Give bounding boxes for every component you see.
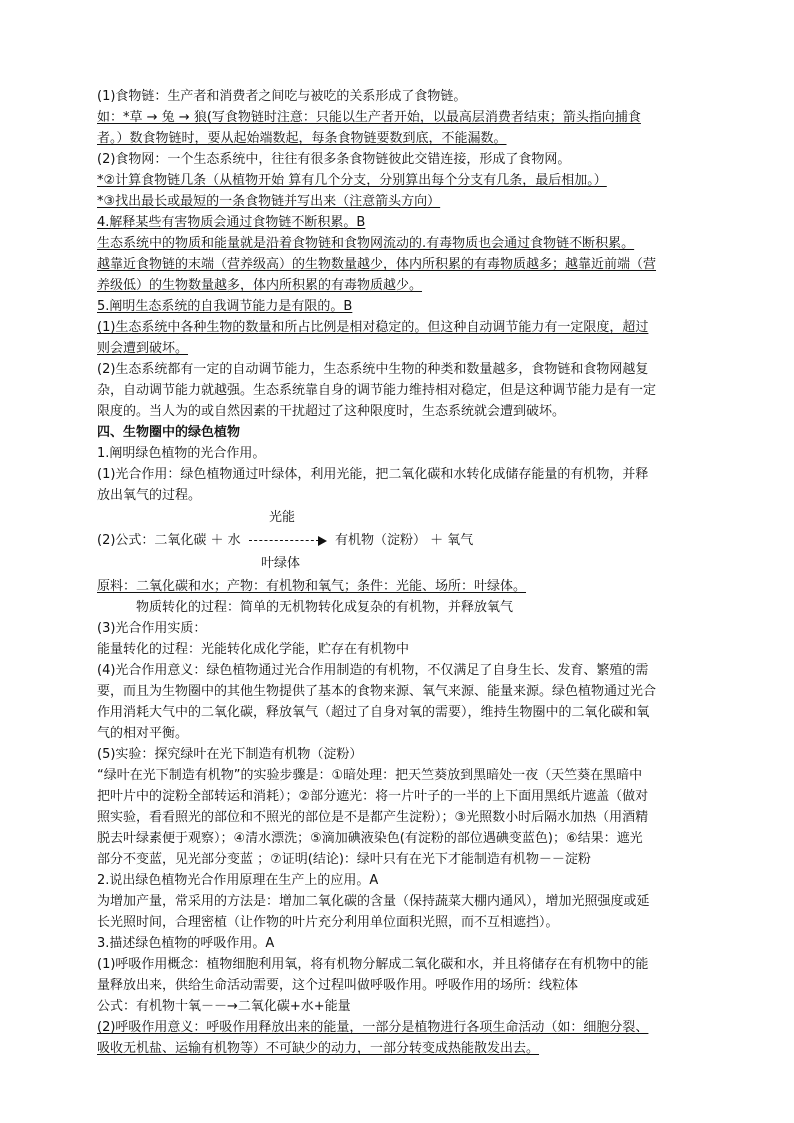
text-line: 物质转化的过程：简单的无机物转化成复杂的有机物，并释放氧气 [136, 600, 514, 615]
text-line: (2)呼吸作用意义：呼吸作用释放出来的能量，一部分是植物进行各项生命活动（如：细胞分裂、 [97, 1020, 649, 1035]
text-line: 则会遭到破坏。 [97, 341, 189, 356]
text-line: 为增加产量，常采用的方法是：增加二氧化碳的含量（保持蔬菜大棚内通风），增加光照强度或延 [97, 894, 650, 909]
photosynthesis-formula [97, 506, 701, 576]
text-line: 把叶片中的淀粉全部转运和消耗）；②部分遮光：将一片叶子的一半的上下面用黑纸片遮盖（做对 [97, 789, 649, 804]
text-line: *②计算食物链几条（从植物开始 算有几个分支，分别算出每个分支有几条，最后相加。） [97, 173, 607, 188]
text-line: (1)光合作用：绿色植物通过叶绿体，利用光能，把二氧化碳和水转化成储存能量的有机物，并释 [97, 467, 649, 482]
text-line: 杂，自动调节能力就越强。生态系统靠自身的调节能力维持相对稳定，但是这种调节能力是有一定 [97, 383, 657, 398]
section-heading: 2.说出绿色植物光合作用原理在生产上的应用。A [97, 873, 379, 888]
text-line: 放出氧气的过程。 [97, 488, 202, 503]
text-line: 原料：二氧化碳和水；产物：有机物和氧气；条件：光能、场所：叶绿体。 [97, 579, 527, 594]
formula-products: 有机物（淀粉） ＋ 氧气 [334, 533, 474, 548]
chapter-heading: 四、生物圈中的绿色植物 [97, 425, 241, 440]
text-line: 气的相对平衡。 [97, 726, 189, 741]
document-page [97, 86, 701, 1059]
text-line: 长光照时间，合理密植（让作物的叶片充分利用单位面积光照，而不互相遮挡）。 [97, 915, 559, 930]
text-line: 照实验，看看照光的部位和不照光的部位是不是都产生淀粉）；③光照数小时后隔水加热（用酒精 [97, 810, 649, 825]
text-line: (3)光合作用实质： [97, 621, 207, 636]
text-line: *③找出最长或最短的一条食物链并写出来（注意箭头方向） [97, 194, 441, 209]
text-line: 者。）数食物链时，要从起始端数起，每条食物链要数到底，不能漏数。 [97, 131, 507, 146]
text-line: 生态系统中的物质和能量就是沿着食物链和食物网流动的.有毒物质也会通过食物链不断积累。 [97, 236, 635, 251]
text-line: 越靠近食物链的末端（营养级高）的生物数量越少，体内所积累的有毒物质越多；越靠近前端（营 [97, 257, 657, 272]
text-line: 公式：有机物十氧－－→二氧化碳+水+能量 [97, 999, 351, 1014]
section-heading: 1.阐明绿色植物的光合作用。 [97, 446, 266, 461]
text-line: 能量转化的过程：光能转化成化学能，贮存在有机物中 [97, 642, 410, 657]
text-line: 量释放出来，供给生命活动需要，这个过程叫做呼吸作用。呼吸作用的场所：线粒体 [97, 978, 579, 993]
text-line: 部分不变蓝，见光部分变蓝 ；⑦证明(结论)：绿叶只有在光下才能制造有机物－－淀粉 [97, 852, 591, 867]
text-line: (1)食物链：生产者和消费者之间吃与被吃的关系形成了食物链。 [97, 89, 467, 104]
text-line: (1)呼吸作用概念：植物细胞利用氧，将有机物分解成二氧化碳和水，并且将储存在有机物中的能 [97, 957, 649, 972]
text-line: 如：*草 → 兔 → 狼(写食物链时注意：只能以生产者开始，以最高层消费者结束；箭头指向捕食 [97, 110, 641, 125]
text-line: 吸收无机盐、运输有机物等）不可缺少的动力，一部分转变成热能散发出去。 [97, 1041, 540, 1056]
section-heading: 5.阐明生态系统的自我调节能力是有限的。B [97, 299, 353, 314]
text-line: (2)食物网：一个生态系统中，往往有很多条食物链彼此交错连接，形成了食物网。 [97, 152, 571, 167]
text-line: 养级低）的生物数量越多，体内所积累的有毒物质越少。 [97, 278, 423, 293]
text-line: 脱去叶绿素便于观察）；④清水漂洗；⑤滴加碘液染色(有淀粉的部位遇碘变蓝色)；⑥结果：遮光 [97, 831, 643, 846]
text-line: (1)生态系统中各种生物的数量和所占比例是相对稳定的。但这种自动调节能力有一定限度，超过 [97, 320, 649, 335]
text-line: “绿叶在光下制造有机物”的实验步骤是：①暗处理：把天竺葵放到黑暗处一夜（天竺葵在黑暗中 [97, 768, 643, 783]
section-heading: 4.解释某些有害物质会通过食物链不断积累。B [97, 215, 366, 230]
text-line: (5)实验：探究绿叶在光下制造有机物（淀粉） [97, 747, 363, 762]
text-line: 要，而且为生物圈中的其他生物提供了基本的食物来源、氧气来源、能量来源。绿色植物通过光合 [97, 684, 657, 699]
text-line: 作用消耗大气中的二氧化碳，释放氧气（超过了自身对氧的需要），维持生物圈中的二氧化碳和氧 [97, 705, 650, 720]
formula-equation [97, 529, 473, 548]
text-line: (4)光合作用意义：绿色植物通过光合作用制造的有机物，不仅满足了自身生长、发育、繁殖的需 [97, 663, 649, 678]
text-line: (2)生态系统都有一定的自动调节能力，生态系统中生物的种类和数量越多，食物链和食物网越复 [97, 362, 649, 377]
formula-top-label: 光能 [269, 510, 296, 525]
section-heading: 3.描述绿色植物的呼吸作用。A [97, 936, 275, 951]
formula-reactants: (2)公式：二氧化碳 ＋ 水 [97, 533, 241, 548]
formula-bottom-label: 叶绿体 [261, 556, 301, 571]
arrow-icon [249, 536, 327, 546]
text-line: 限度的。当人为的或自然因素的干扰超过了这种限度时，生态系统就会遭到破坏。 [97, 404, 566, 419]
